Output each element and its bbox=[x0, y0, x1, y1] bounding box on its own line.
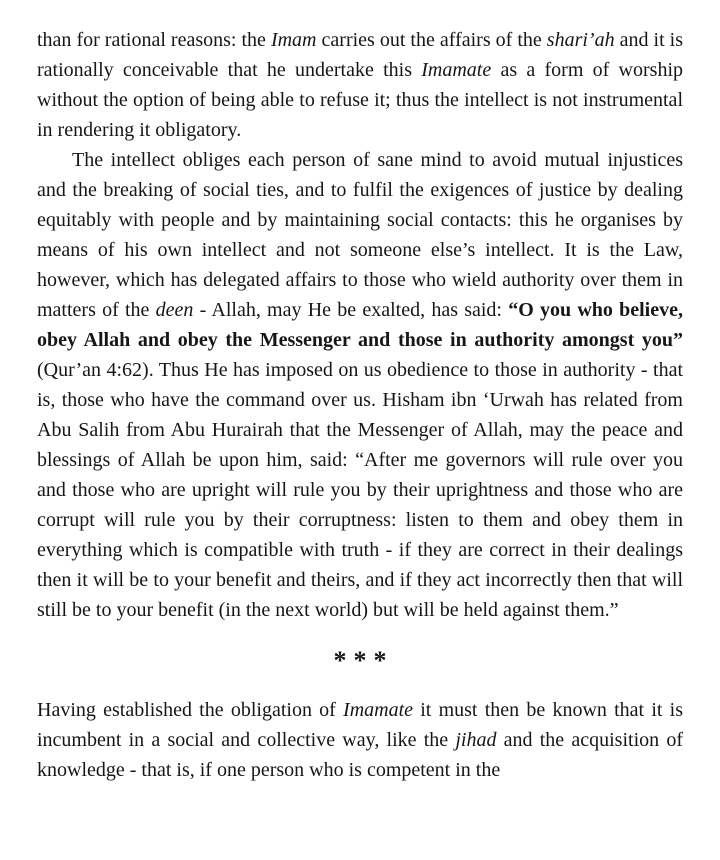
text-segment-normal: carries out the affairs of the bbox=[316, 29, 547, 51]
text-segment-italic: Imamate bbox=[421, 59, 492, 81]
text-segment-normal: and it is rationally conceivable that he undertake this bbox=[37, 29, 683, 81]
paragraph bbox=[37, 145, 683, 625]
section-separator: *** bbox=[333, 646, 394, 675]
text-segment-italic: jihad bbox=[455, 729, 497, 751]
text-segment-normal: as a form of worship without the option of being able to refuse it; thus the intellect is not instrumental in rendering it obligatory. bbox=[37, 59, 683, 141]
paragraph bbox=[37, 25, 683, 145]
text-segment-normal: and the acquisition of knowledge - that is, if one person who is competent in the bbox=[37, 729, 683, 781]
text-segment-italic: deen bbox=[155, 299, 194, 321]
text-segment-normal: - Allah, may He be exalted, has said: bbox=[193, 299, 509, 321]
page-text-body bbox=[37, 25, 683, 785]
text-segment-italic: Imamate bbox=[343, 699, 414, 721]
text-segment-bold: “O you who believe, obey Allah and obey the Messenger and those in authority amongst you” bbox=[37, 299, 683, 351]
text-segment-italic: Imam bbox=[270, 29, 317, 51]
text-segment-normal: (Qur’an 4:62). Thus He has imposed on us obedience to those in authority - that is, those who have the command over us. Hisham ibn ‘Urwah has related from Abu Salih from Abu Hurairah that the Messenger of Allah, may the peace and blessings of Allah be upon him, said: “After me governors will rule over you and those who are upright will rule you by their uprightness and those who are corrupt will rule you by their corruptness: listen to them and obey them in everything which is compatible with truth - if they are correct in their dealings then it will be to your benefit and theirs, and if they act incorrectly then that will still be to your benefit (in the next world) but will be held against them.” bbox=[37, 359, 683, 621]
text-segment-normal: it must then be known that it is incumbent in a social and collective way, like the bbox=[37, 699, 683, 751]
paragraph bbox=[37, 695, 683, 785]
text-segment-normal: than for rational reasons: the bbox=[37, 29, 271, 51]
text-segment-normal: Having established the obligation of bbox=[37, 699, 344, 721]
text-segment-normal: The intellect obliges each person of sane mind to avoid mutual injustices and the breaking of social ties, and to fulfil the exigences of justice by dealing equitably with people and by maintaining social contacts: this he organises by means of his own intellect and not someone else’s intellect. It is the Law, however, which has delegated affairs to those who wield authority over them in matters of the bbox=[37, 149, 683, 321]
text-segment-italic: shari’ah bbox=[546, 29, 615, 51]
